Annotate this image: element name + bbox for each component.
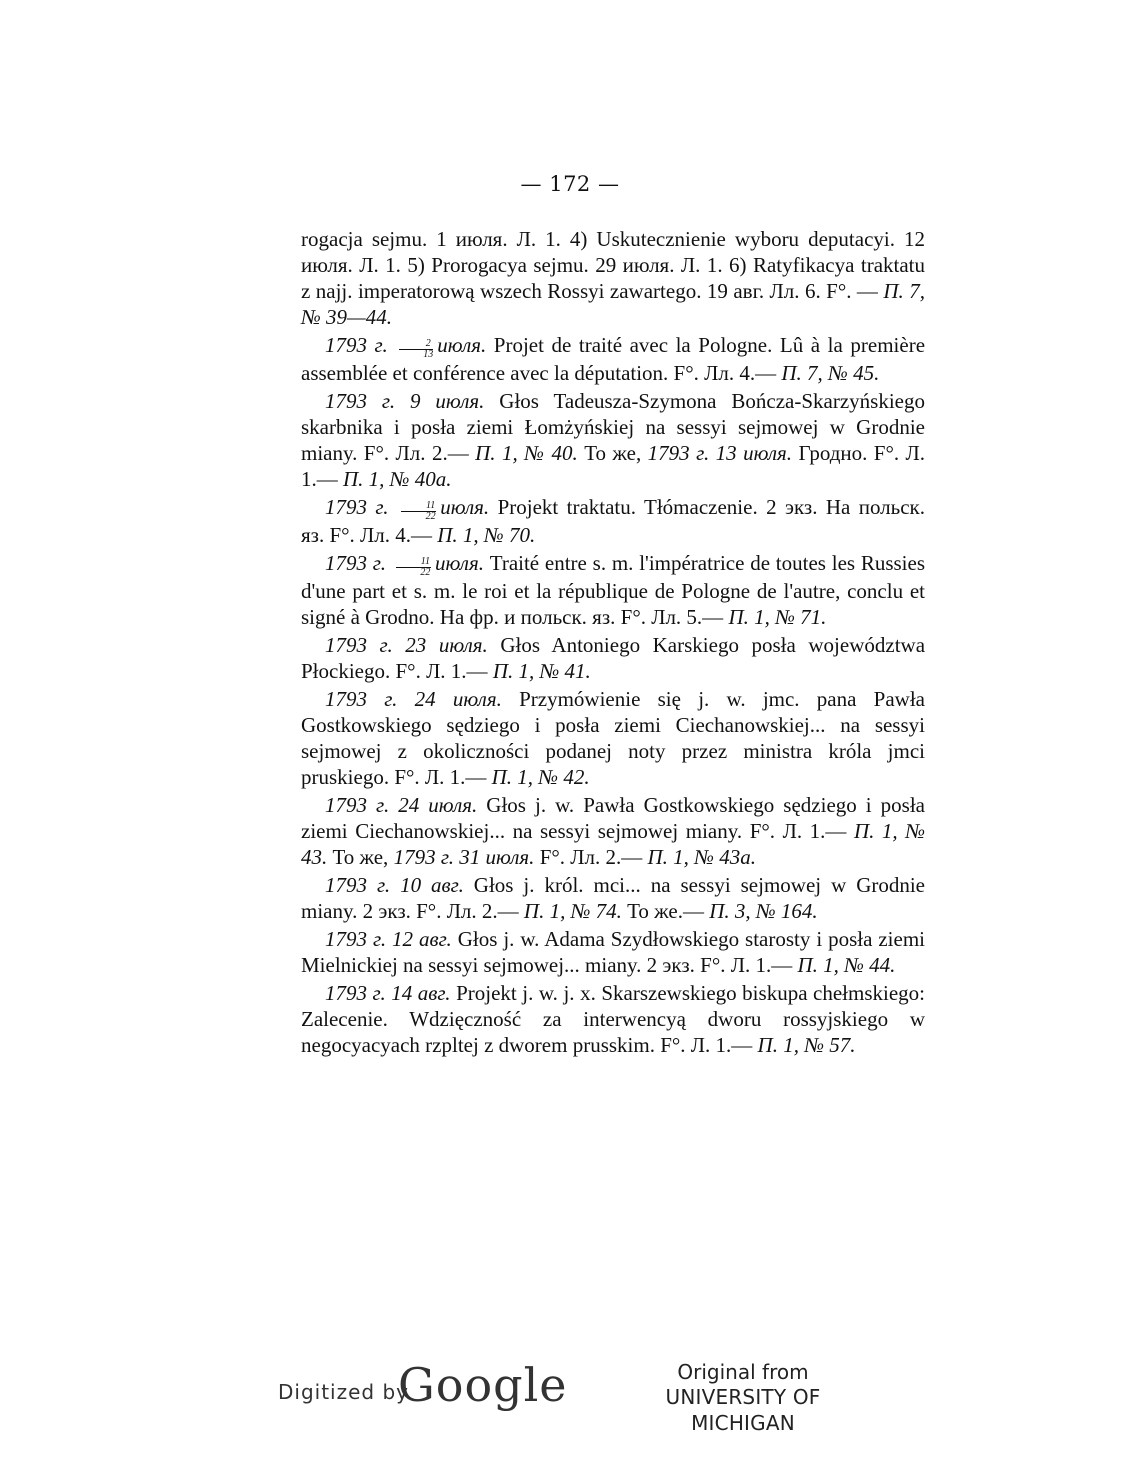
digitized-by-label: Digitized by <box>278 1380 409 1404</box>
paragraph: 1793 г. $\frac{11}{22}$ июля. Projekt traktatu. Tłómaczenie. 2 экз. На польск. яз. F°. Лл. 4.— П. 1, № 70. <box>301 495 926 547</box>
page-number: — 172 — <box>520 172 620 196</box>
paragraph: 1793 г. 23 июля. Głos Antoniego Karskiego posła województwa Płockiego. F°. Л. 1.— П. 1, № 41. <box>301 633 926 683</box>
date-fraction: $\frac{2}{13}$ <box>399 339 433 360</box>
entry-date: 1793 г. 10 авг. <box>325 873 464 897</box>
date-fraction: $\frac{11}{22}$ <box>401 501 436 522</box>
paragraph: 1793 г. 10 авг. Głos j. król. mci... na sessyi sejmowej w Grodnie miany. 2 экз. F°. Лл. 2.— П. 1, № 74. То же.— П. 3, № 164. <box>301 873 926 923</box>
entry-date: 1793 г. <box>325 551 386 575</box>
paragraph: 1793 г. $\frac{11}{22}$ июля. Traité entre s. m. l'impératrice de toutes les Russies d'une part et s. m. le roi et la république de Pologne de l'autre, conclu et signé à Grodno. На фр. и польск. яз. F°. Лл. 5.— П. 1, № 71. <box>301 551 926 629</box>
google-logo: Google <box>398 1358 568 1412</box>
entry-date: 1793 г. 12 авг. <box>325 927 452 951</box>
date-fraction: $\frac{11}{22}$ <box>396 557 431 578</box>
paragraph: 1793 г. 24 июля. Głos j. w. Pawła Gostkowskiego sędziego i posła ziemi Ciechanowskiej... na sessyi sejmowej miany. F°. Л. 1.— П. 1, № 43. То же, 1793 г. 31 июля. F°. Лл. 2.— П. 1, № 43а. <box>301 793 926 869</box>
entry-date: 1793 г. 23 июля. <box>325 633 488 657</box>
paragraph: 1793 г. $\frac{2}{13}$ июля. Projet de traité avec la Pologne. Lû à la première assemblée et conférence avec la députation. F°. Лл. 4.— П. 7, № 45. <box>301 333 926 385</box>
body-text <box>301 226 925 1060</box>
paragraph: 1793 г. 24 июля. Przymówienie się j. w. jmc. pana Pawła Gostkowskiego sędziego i posła ziemi Ciechanowskiej... na sessyi sejmowej z okoliczności podanej noty przez ministra króla jmci pruskiego. F°. Л. 1.— П. 1, № 42. <box>301 687 925 789</box>
entry-date: 1793 г. <box>325 495 389 519</box>
entry-date: 1793 г. 24 июля. <box>325 687 502 711</box>
entry-date: 1793 г. 14 авг. <box>325 981 451 1005</box>
paragraph: 1793 г. 9 июля. Głos Tadeusza-Szymona Bończa-Skarzyńskiego skarbnika i posła ziemi Łomżyńskiej na sessyi sejmowej w Grodnie miany. F°. Лл. 2.— П. 1, № 40. То же, 1793 г. 13 июля. Гродно. F°. Л. 1.— П. 1, № 40а. <box>301 389 926 491</box>
original-from-label: Original from <box>677 1360 809 1384</box>
entry-date: 1793 г. 24 июля. <box>325 793 478 817</box>
entry-date: 1793 г. 9 июля. <box>325 389 485 413</box>
paragraph: 1793 г. 14 авг. Projekt j. w. j. x. Skarszewskiego biskupa chełmskiego: Zalecenie. Wdzięczność za interwencyą dworu rossyjskiego w negocyacyach rzpltej z dworem prusskim. F°. Л. 1.— П. 1, № 57. <box>301 981 926 1057</box>
digitized-by-google-watermark <box>278 1358 568 1418</box>
paragraph: 1793 г. 12 авг. Głos j. w. Adama Szydłowskiego starosty i posła ziemi Mielnickiej na sessyi sejmowej... miany. 2 экз. F°. Л. 1.— П. 1, № 44. <box>301 927 926 977</box>
university-label: UNIVERSITY OF MICHIGAN <box>665 1385 821 1435</box>
entry-date: 1793 г. <box>325 333 388 357</box>
original-from-watermark <box>612 1360 874 1436</box>
paragraph: rogacja sejmu. 1 июля. Л. 1. 4) Uskutecznienie wyboru deputacyi. 12 июля. Л. 1. 5) Prorogacya sejmu. 29 июля. Л. 1. 6) Ratyfikacya traktatu z najj. imperatorową wszech Rossyi zawartego. 19 авг. Лл. 6. F°. — П. 7, № 39—44. <box>301 227 925 329</box>
